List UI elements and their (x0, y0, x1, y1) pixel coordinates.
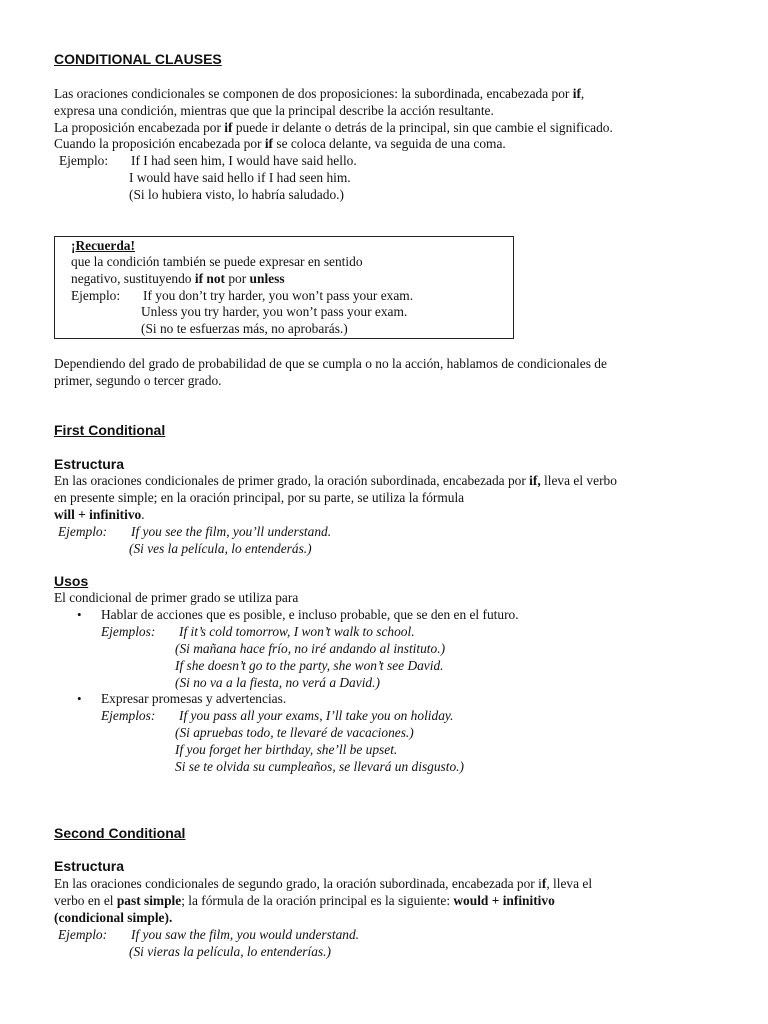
first-structure-line-1: En las oraciones condicionales de primer grado, la oración subordinada, encabezada por if, lleva el verbo (54, 473, 617, 488)
intro-line-4: Cuando la proposición encabezada por if se coloca delante, va seguida de una coma. (54, 136, 506, 151)
second-conditional-heading: Second Conditional (54, 825, 186, 841)
second-estructura-heading: Estructura (54, 858, 125, 874)
recuerda-title: ¡Recuerda! (71, 238, 135, 253)
first-usos-intro: El condicional de primer grado se utiliza para (54, 590, 299, 605)
bullet-2-example-3: If you forget her birthday, she’ll be upset. (175, 742, 398, 757)
intro-line-2: expresa una condición, mientras que que la principal describe la acción resultante. (54, 103, 494, 118)
second-example-label: Ejemplo: (58, 927, 108, 942)
bullet-1-text: Hablar de acciones que es posible, e incluso probable, que se den en el futuro. (101, 607, 519, 622)
bullet-1-example-2: (Si mañana hace frío, no iré andando al instituto.) (175, 641, 446, 656)
intro-example-2: I would have said hello if I had seen him. (129, 170, 351, 185)
bullet-2-example-1: If you pass all your exams, I’ll take you on holiday. (179, 708, 454, 723)
second-example-2: (Si vieras la película, lo entenderías.) (129, 944, 331, 959)
first-usos-heading: Usos (54, 573, 89, 589)
bullet-1-example-3: If she doesn’t go to the party, she won’t see David. (175, 658, 444, 673)
bullet-1-examples-label: Ejemplos: (101, 624, 156, 639)
recuerda-example-1: If you don’t try harder, you won’t pass your exam. (143, 288, 414, 303)
first-example-1: If you see the film, you’ll understand. (131, 524, 332, 539)
recuerda-example-2: Unless you try harder, you won’t pass your exam. (141, 304, 408, 319)
intro-example-3: (Si lo hubiera visto, lo habría saludado.) (129, 187, 344, 202)
second-structure-line-1: En las oraciones condicionales de segundo grado, la oración subordinada, encabezada por if, lleva el (54, 876, 593, 891)
first-conditional-heading: First Conditional (54, 422, 166, 438)
intro-line-3: La proposición encabezada por if puede ir delante o detrás de la principal, sin que cambie el significado. (54, 120, 613, 135)
bullet-2-marker: • (77, 691, 82, 706)
bullet-2-example-2: (Si apruebas todo, te llevaré de vacaciones.) (175, 725, 414, 740)
page-title: CONDITIONAL CLAUSES (54, 51, 222, 67)
bullet-2-text: Expresar promesas y advertencias. (101, 691, 287, 706)
bullet-1-marker: • (77, 607, 82, 622)
first-example-label: Ejemplo: (58, 524, 108, 539)
recuerda-example-3: (Si no te esfuerzas más, no aprobarás.) (141, 321, 348, 336)
recuerda-line-2: negativo, sustituyendo if not por unless (71, 271, 285, 286)
grados-line-1: Dependiendo del grado de probabilidad de que se cumpla o no la acción, hablamos de condicionales de (54, 356, 607, 371)
intro-example-label: Ejemplo: (59, 153, 109, 168)
first-formula: will + infinitivo. (54, 507, 145, 522)
bullet-2-example-4: Si se te olvida su cumpleaños, se llevará un disgusto.) (175, 759, 464, 774)
second-structure-line-2: verbo en el past simple; la fórmula de la oración principal es la siguiente: would + infinitivo (54, 893, 555, 908)
grados-line-2: primer, segundo o tercer grado. (54, 373, 222, 388)
bullet-1-example-4: (Si no va a la fiesta, no verá a David.) (175, 675, 380, 690)
second-structure-line-3: (condicional simple). (54, 910, 173, 925)
intro-line-1: Las oraciones condicionales se componen de dos proposiciones: la subordinada, encabezada por if, (54, 86, 585, 101)
first-estructura-heading: Estructura (54, 456, 125, 472)
second-example-1: If you saw the film, you would understand. (131, 927, 360, 942)
recuerda-example-label: Ejemplo: (71, 288, 121, 303)
bullet-2-examples-label: Ejemplos: (101, 708, 156, 723)
recuerda-line-1: que la condición también se puede expresar en sentido (71, 254, 363, 269)
first-example-2: (Si ves la película, lo entenderás.) (129, 541, 312, 556)
first-structure-line-2: en presente simple; en la oración principal, por su parte, se utiliza la fórmula (54, 490, 465, 505)
intro-example-1: If I had seen him, I would have said hello. (131, 153, 357, 168)
bullet-1-example-1: If it’s cold tomorrow, I won’t walk to school. (179, 624, 415, 639)
